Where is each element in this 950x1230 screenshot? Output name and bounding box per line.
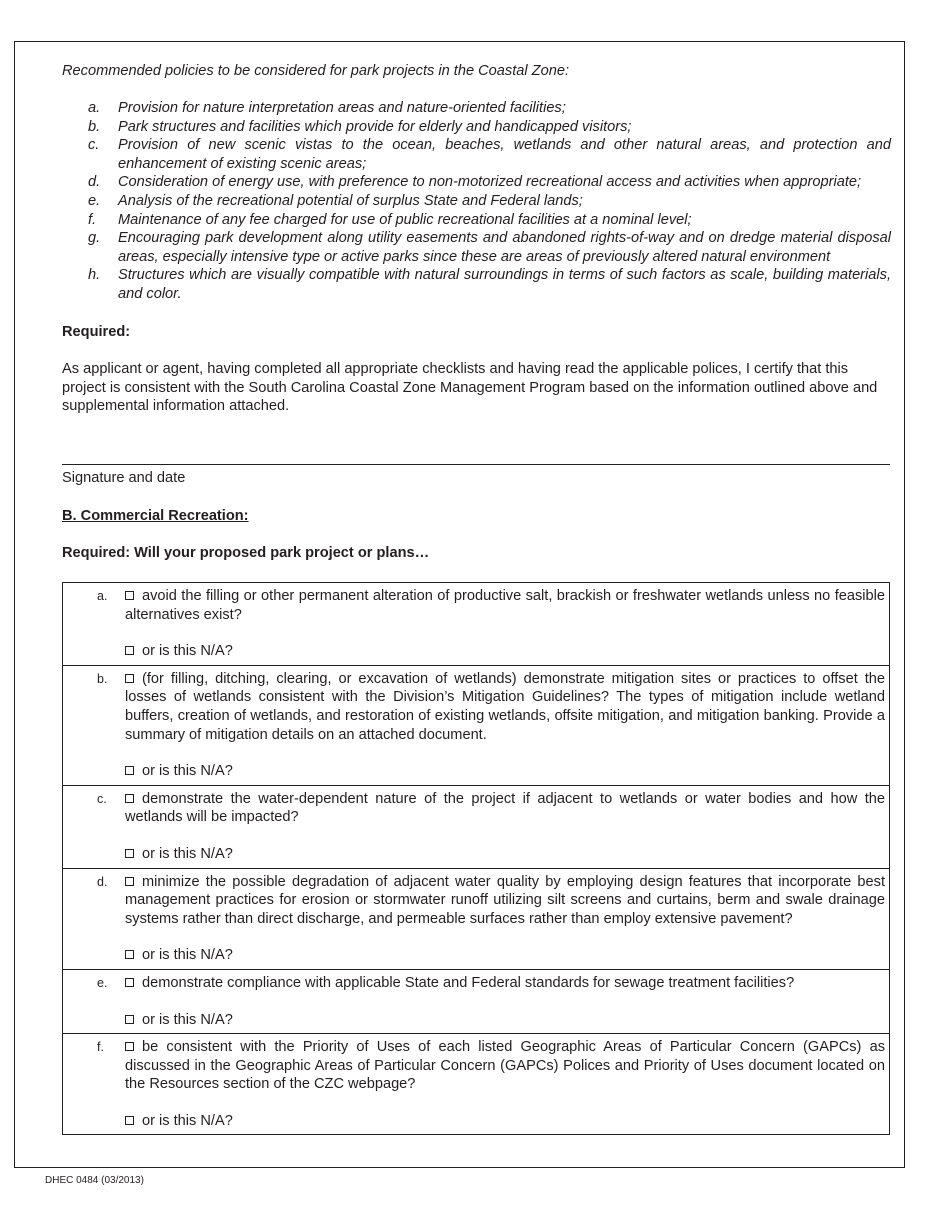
na-checkbox[interactable] (125, 849, 134, 858)
na-checkbox[interactable] (125, 766, 134, 775)
question-body (125, 583, 885, 624)
policy-item (88, 266, 891, 303)
question-letter: f. (97, 1040, 104, 1055)
na-option (125, 1094, 889, 1135)
policy-item (88, 118, 891, 137)
question-body (125, 786, 885, 827)
question-text: minimize the possible degradation of adjacent water quality by employing design features that incorporate best management practices for erosion or stormwater runoff utilizing silt screens and curtains, berm and swale drainage systems rather than direct discharge, and permeable surfaces rather than employ extensive pavement? (125, 873, 885, 927)
certification-text: As applicant or agent, having completed all appropriate checklists and having read the applicable polices, I certify that this project is consistent with the South Carolina Coastal Zone Management Program based on the information outlined above and supplemental information attached. (62, 361, 878, 415)
policy-letter: g. (88, 230, 101, 247)
yes-checkbox[interactable] (125, 877, 134, 886)
na-option (125, 744, 889, 785)
question-row (63, 785, 889, 868)
question-letter: e. (97, 975, 108, 990)
question-text: (for filling, ditching, clearing, or excavation of wetlands) demonstrate mitigation sites or practices to offset the losses of wetlands consistent with the Division’s Mitigation Guidelines? The types of mitigation include wetland buffers, creation of wetlands, and restoration of existing wetlands, offsite mitigation, and mitigation banking. Provide a summary of mitigation details on an attached document. (125, 670, 885, 743)
policy-text: Provision of new scenic vistas to the ocean, beaches, wetlands and other natural areas, and protection and enhancement of existing scenic areas; (118, 137, 891, 172)
yes-checkbox[interactable] (125, 794, 134, 803)
na-label: or is this N/A? (142, 763, 233, 780)
yes-checkbox[interactable] (125, 591, 134, 600)
policy-text: Consideration of energy use, with preference to non-motorized recreational access and activities when appropriate; (118, 174, 862, 191)
question-row (63, 665, 889, 785)
na-label: or is this N/A? (142, 947, 233, 964)
question-letter: b. (97, 671, 108, 686)
required-heading: Required: (62, 324, 131, 340)
policy-item (88, 173, 891, 192)
question-text: demonstrate the water-dependent nature of the project if adjacent to wetlands or water bodies and how the wetlands will be impacted? (125, 790, 885, 826)
question-body (125, 666, 885, 744)
question-text: be consistent with the Priority of Uses of each listed Geographic Areas of Particular Concern (GAPCs) as discussed in the Geographic Areas of Particular Concern (GAPCs) Polices and Priority of Uses document located on the Resources section of the CZC webpage? (125, 1039, 885, 1093)
na-option (125, 827, 889, 868)
na-checkbox[interactable] (125, 950, 134, 959)
na-label: or is this N/A? (142, 643, 233, 660)
policy-item (88, 211, 891, 230)
section-b-title: B. Commercial Recreation: (62, 508, 249, 524)
question-table (62, 582, 890, 1135)
question-text: avoid the filling or other permanent alteration of productive salt, brackish or freshwater wetlands unless no feasible alternatives exist? (125, 588, 885, 623)
policy-letter: h. (88, 267, 101, 284)
policies-intro: Recommended policies to be considered for park projects in the Coastal Zone: (62, 63, 569, 79)
policy-list (88, 99, 891, 304)
question-body (125, 970, 885, 993)
policy-letter: c. (88, 137, 100, 154)
question-row (63, 1033, 889, 1134)
na-option (125, 624, 889, 665)
signature-label: Signature and date (62, 470, 186, 486)
policy-item (88, 192, 891, 211)
question-body (125, 1034, 885, 1094)
policy-text: Analysis of the recreational potential of surplus State and Federal lands; (118, 192, 583, 209)
signature-line[interactable] (62, 464, 890, 465)
na-checkbox[interactable] (125, 1015, 134, 1024)
policy-item (88, 99, 891, 118)
policy-letter: d. (88, 174, 101, 191)
question-body (125, 869, 885, 929)
policy-text: Encouraging park development along utility easements and abandoned rights-of-way and on dredge material disposal areas, especially intensive type or active parks since these are areas of previously altered natural environment (118, 230, 891, 265)
na-option (125, 993, 889, 1034)
na-checkbox[interactable] (125, 1116, 134, 1125)
yes-checkbox[interactable] (125, 674, 134, 683)
question-letter: c. (97, 791, 107, 806)
policy-item (88, 136, 891, 173)
policy-item (88, 229, 891, 266)
question-letter: a. (97, 589, 108, 603)
policy-text: Park structures and facilities which provide for elderly and handicapped visitors; (118, 118, 632, 135)
required-question: Required: Will your proposed park project or plans… (62, 545, 430, 561)
question-row (63, 583, 889, 665)
policy-letter: a. (88, 100, 101, 116)
yes-checkbox[interactable] (125, 978, 134, 987)
form-number-footer: DHEC 0484 (03/2013) (45, 1175, 144, 1186)
policy-letter: b. (88, 118, 101, 135)
policy-text: Structures which are visually compatible with natural surroundings in terms of such factors as scale, building materials, and color. (118, 267, 891, 302)
na-checkbox[interactable] (125, 646, 134, 655)
policy-letter: f. (88, 211, 97, 228)
question-letter: d. (97, 874, 108, 889)
policy-letter: e. (88, 192, 101, 209)
yes-checkbox[interactable] (125, 1042, 134, 1051)
question-row (63, 868, 889, 969)
na-label: or is this N/A? (142, 1011, 233, 1028)
policy-text: Provision for nature interpretation areas and nature-oriented facilities; (118, 100, 566, 116)
na-label: or is this N/A? (142, 845, 233, 862)
na-label: or is this N/A? (142, 1112, 233, 1129)
policy-text: Maintenance of any fee charged for use of public recreational facilities at a nominal level; (118, 211, 692, 228)
question-row (63, 969, 889, 1033)
na-option (125, 928, 889, 969)
question-text: demonstrate compliance with applicable State and Federal standards for sewage treatment facilities? (142, 974, 795, 991)
